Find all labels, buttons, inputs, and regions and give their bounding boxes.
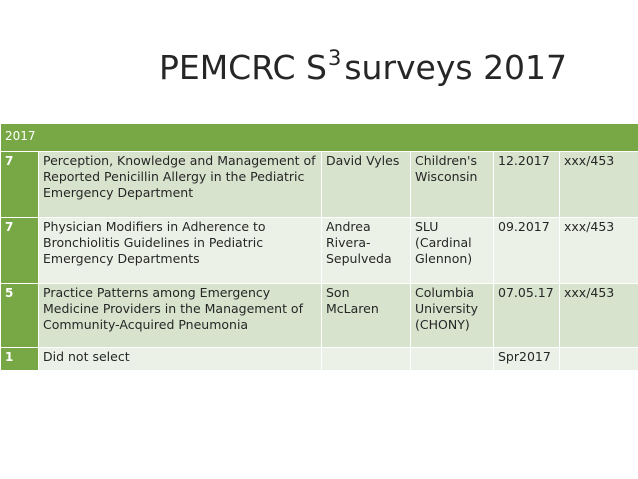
survey-responses: xxx/453	[560, 152, 638, 218]
survey-title: Practice Patterns among Emergency Medicine Providers in the Management of Community-Acquired Pneumonia	[39, 284, 322, 348]
survey-table	[0, 123, 638, 371]
survey-site	[411, 348, 494, 371]
row-number: 7	[1, 152, 39, 218]
table-row	[1, 348, 638, 371]
title-superscript: 3	[327, 46, 342, 70]
table-row	[1, 218, 638, 284]
survey-author	[322, 348, 411, 371]
survey-title: Physician Modifiers in Adherence to Bronchiolitis Guidelines in Pediatric Emergency Departments	[39, 218, 322, 284]
survey-responses	[560, 348, 638, 371]
table-header-cell: 2017	[1, 124, 638, 152]
survey-date: 09.2017	[494, 218, 560, 284]
title-prefix: PEMCRC S	[158, 48, 327, 87]
slide-title	[0, 46, 638, 87]
survey-title: Perception, Knowledge and Management of Reported Penicillin Allergy in the Pediatric Emergency Department	[39, 152, 322, 218]
table-row	[1, 152, 638, 218]
survey-date: Spr2017	[494, 348, 560, 371]
survey-site: SLU (Cardinal Glennon)	[411, 218, 494, 284]
survey-title: Did not select	[39, 348, 322, 371]
survey-responses: xxx/453	[560, 218, 638, 284]
survey-author: Son McLaren	[322, 284, 411, 348]
survey-author: Andrea Rivera-Sepulveda	[322, 218, 411, 284]
table-header-row	[1, 124, 638, 152]
survey-author: David Vyles	[322, 152, 411, 218]
title-suffix: surveys 2017	[344, 48, 568, 87]
survey-date: 12.2017	[494, 152, 560, 218]
row-number: 7	[1, 218, 39, 284]
table-row	[1, 284, 638, 348]
survey-site: Columbia University (CHONY)	[411, 284, 494, 348]
survey-responses: xxx/453	[560, 284, 638, 348]
survey-date: 07.05.17	[494, 284, 560, 348]
row-number: 1	[1, 348, 39, 371]
survey-site: Children's Wisconsin	[411, 152, 494, 218]
row-number: 5	[1, 284, 39, 348]
